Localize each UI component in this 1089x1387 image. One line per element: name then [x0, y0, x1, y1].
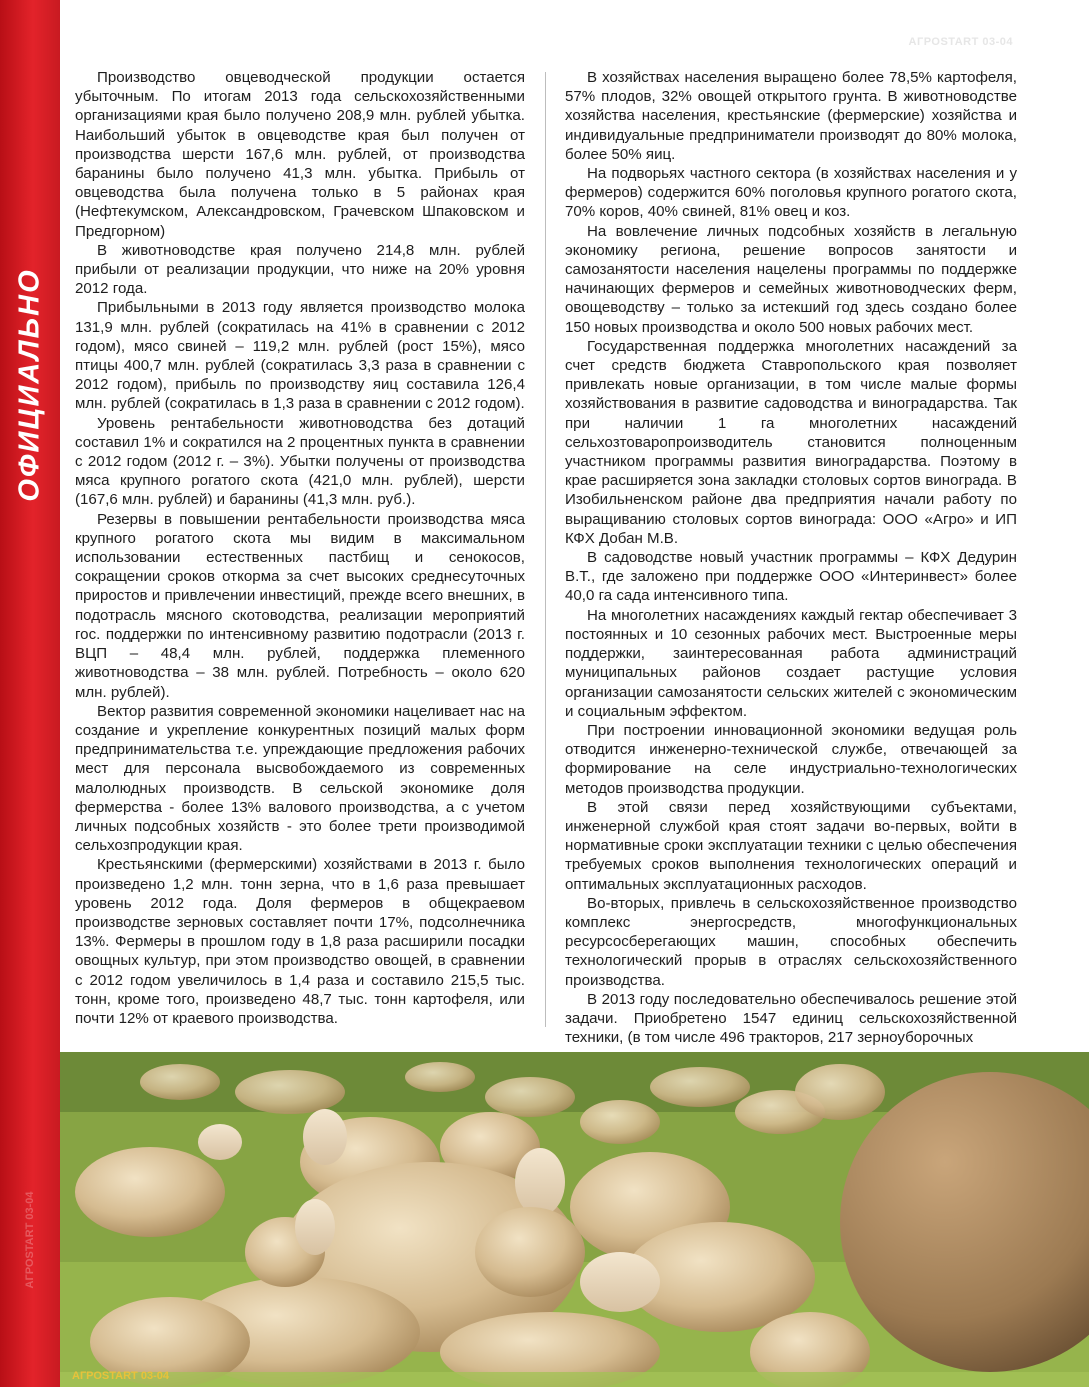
left-column-paragraph: Резервы в повышении рентабельности производства мяса крупного рогатого скота мы видим в максимальном использовании естественных пастбищ и сенокосов, сокращении сроков откорма за счет высоких среднесуточных приростов и привлечении инвестиций, прежде всего внешних, в подотрасль мясного скотоводства, реализации мероприятий гос. поддержки по интенсивному развитию подотрасли (2013 г. ВЦП – 48,4 млн. рублей, поддержка племенного животноводства – 38 млн. рублей. Потребность – около 620 млн. рублей). [75, 510, 525, 701]
left-column-paragraph: Производство овцеводческой продукции остается убыточным. По итогам 2013 года сельскохозяйственными организациями края было получено 208,9 млн. рублей убытка. Наибольший убыток в овцеводстве края был получен от производства шерсти 167,6 млн. рублей, от производства баранины было получено 41,3 млн. убытка. Прибыль от овцеводства была получена только в 5 районах края (Нефтекумском, Александровском, Грачевском Шпаковском и Предгорном) [75, 69, 525, 240]
left-column-paragraph: Вектор развития современной экономики нацеливает нас на создание и укрепление конкурентных позиций малых форм предпринимательства т.е. упреждающие предложения рабочих мест для персонала высвобождаемого из современных малолюдных производств. В сельской экономике доля фермерства - более 13% валового производства, а с учетом личных подсобных хозяйств - это более трети производимой сельхозпродукции края. [75, 702, 525, 855]
right-column-paragraph: При построении инновационной экономики ведущая роль отводится инженерно-технической службе, отвечающей за формирование на селе индустриально-технологических методов производства продукции. [565, 721, 1017, 797]
right-column-paragraph: На вовлечение личных подсобных хозяйств в легальную экономику региона, решение вопросов занятости и самозанятости населения нацелены программы по поддержке начинающих фермеров и семейных животноводческих ферм, овощеводству – только за истекший год здесь создано более 150 новых производства и около 500 новых рабочих мест. [565, 222, 1017, 336]
left-column-paragraph: Уровень рентабельности животноводства без дотаций составил 1% и сократился на 2 процентных пункта в сравнении с 2012 годом (2012 г. – 3%). Убытки получены от производства мяса крупного рогатого скота (421,0 млн. рублей), шерсти (167,6 млн. рублей) и баранины (41,3 млн. руб.). [75, 414, 525, 509]
section-sidebar [0, 0, 60, 1387]
right-column-paragraph: В 2013 году последовательно обеспечивалось решение этой задачи. Приобретено 1547 единиц сельскохозяйственной техники, (в том числе 496 тракторов, 217 зерноуборочных [565, 990, 1017, 1047]
right-column-paragraph: На многолетних насаждениях каждый гектар обеспечивает 3 постоянных и 10 сезонных рабочих мест. Выстроенные меры поддержки, заинтересованная работа администраций муниципальных районов создает растущие условия организации самозанятости сельских жителей с экономическим и социальным эффектом. [565, 606, 1017, 720]
right-column-paragraph: Государственная поддержка многолетних насаждений за счет средств бюджета Ставропольского края позволяет привлекать новые организации, в том числе малые формы хозяйствования в развитие садоводства и виноградарства. Так при наличии 1 га многолетних насаждений сельхозтоваропроизводитель становится полноценным участником программы развития виноградарства. Поэтому в крае расширяется зона закладки столовых сортов винограда. В Изобильненском районе два предприятия начали работу по выращиванию столовых сортов винограда: ООО «Агро» и ИП КФХ Добан М.В. [565, 337, 1017, 547]
left-text-column [75, 68, 525, 1028]
header-watermark: АГРОSTART 03-04 [908, 36, 1013, 48]
right-column-paragraph: Во-вторых, привлечь в сельскохозяйственное производство комплекс энергосредств, многофункциональных ресурсосберегающих машин, способных обеспечить технологический прорыв в отраслях сельскохозяйственного производства. [565, 894, 1017, 989]
footer-logo: АГРОSTART 03-04 [72, 1370, 169, 1382]
right-column-paragraph: В этой связи перед хозяйствующими субъектами, инженерной службой края стоят задачи во-первых, войти в нормативные сроки эксплуатации техники с целью обеспечения требуемых сроков выполнения технологических операций и оптимальных эксплуатационных расходов. [565, 798, 1017, 893]
right-column-paragraph: На подворьях частного сектора (в хозяйствах населения и у фермеров) содержится 60% поголовья крупного рогатого скота, 70% коров, 40% свиней, 81% овец и коз. [565, 165, 1017, 221]
sheep-flock-photo [60, 1052, 1089, 1387]
right-column-paragraph: В хозяйствах населения выращено более 78,5% картофеля, 57% плодов, 32% овощей открытого грунта. В животноводстве хозяйства населения, крестьянские (фермерские) хозяйства и индивидуальные предприниматели производят до 80% молока, более 50% яиц. [565, 69, 1017, 163]
left-column-paragraph: В животноводстве края получено 214,8 млн. рублей прибыли от реализации продукции, что ниже на 20% уровня 2012 года. [75, 241, 525, 298]
right-text-column [565, 68, 1017, 1047]
column-divider [545, 72, 546, 1027]
left-column-paragraph: Прибыльными в 2013 году является производство молока 131,9 млн. рублей (сократилась на 41% в сравнении с 2012 годом), мясо свиней – 119,2 млн. рублей (рост 15%), мясо птицы 400,7 млн. рублей (сократилась 3,3 раза в сравнении с 2012 годом), прибыль по производству яиц составила 126,4 млн. рублей (сократилась в 1,3 раза в сравнении с 2012 годом). [75, 299, 525, 413]
left-column-paragraph: Крестьянскими (фермерскими) хозяйствами в 2013 г. было произведено 1,2 млн. тонн зерна, что в 1,6 раза превышает уровень 2012 года. Доля фермеров в общекраевом производстве зерновых составляет почти 17%, подсолнечника 13%. Фермеры в прошлом году в 1,8 раза расширили посадки овощных культур, при этом производство овощей, в сравнении с 2012 годом увеличилось в 1,4 раза и составило 215,5 тыс. тонн, кроме того, произведено 48,7 тыс. тонн картофеля, или почти 12% от краевого производства. [75, 856, 525, 1027]
sidebar-watermark: АГРОSTART 03-04 [24, 1191, 36, 1289]
right-column-paragraph: В садоводстве новый участник программы – КФХ Дедурин В.Т., где заложено при поддержке ООО «Интеринвест» более 40,0 га сада интенсивного типа. [565, 549, 1017, 605]
section-title: ОФИЦИАЛЬНО [13, 268, 46, 502]
